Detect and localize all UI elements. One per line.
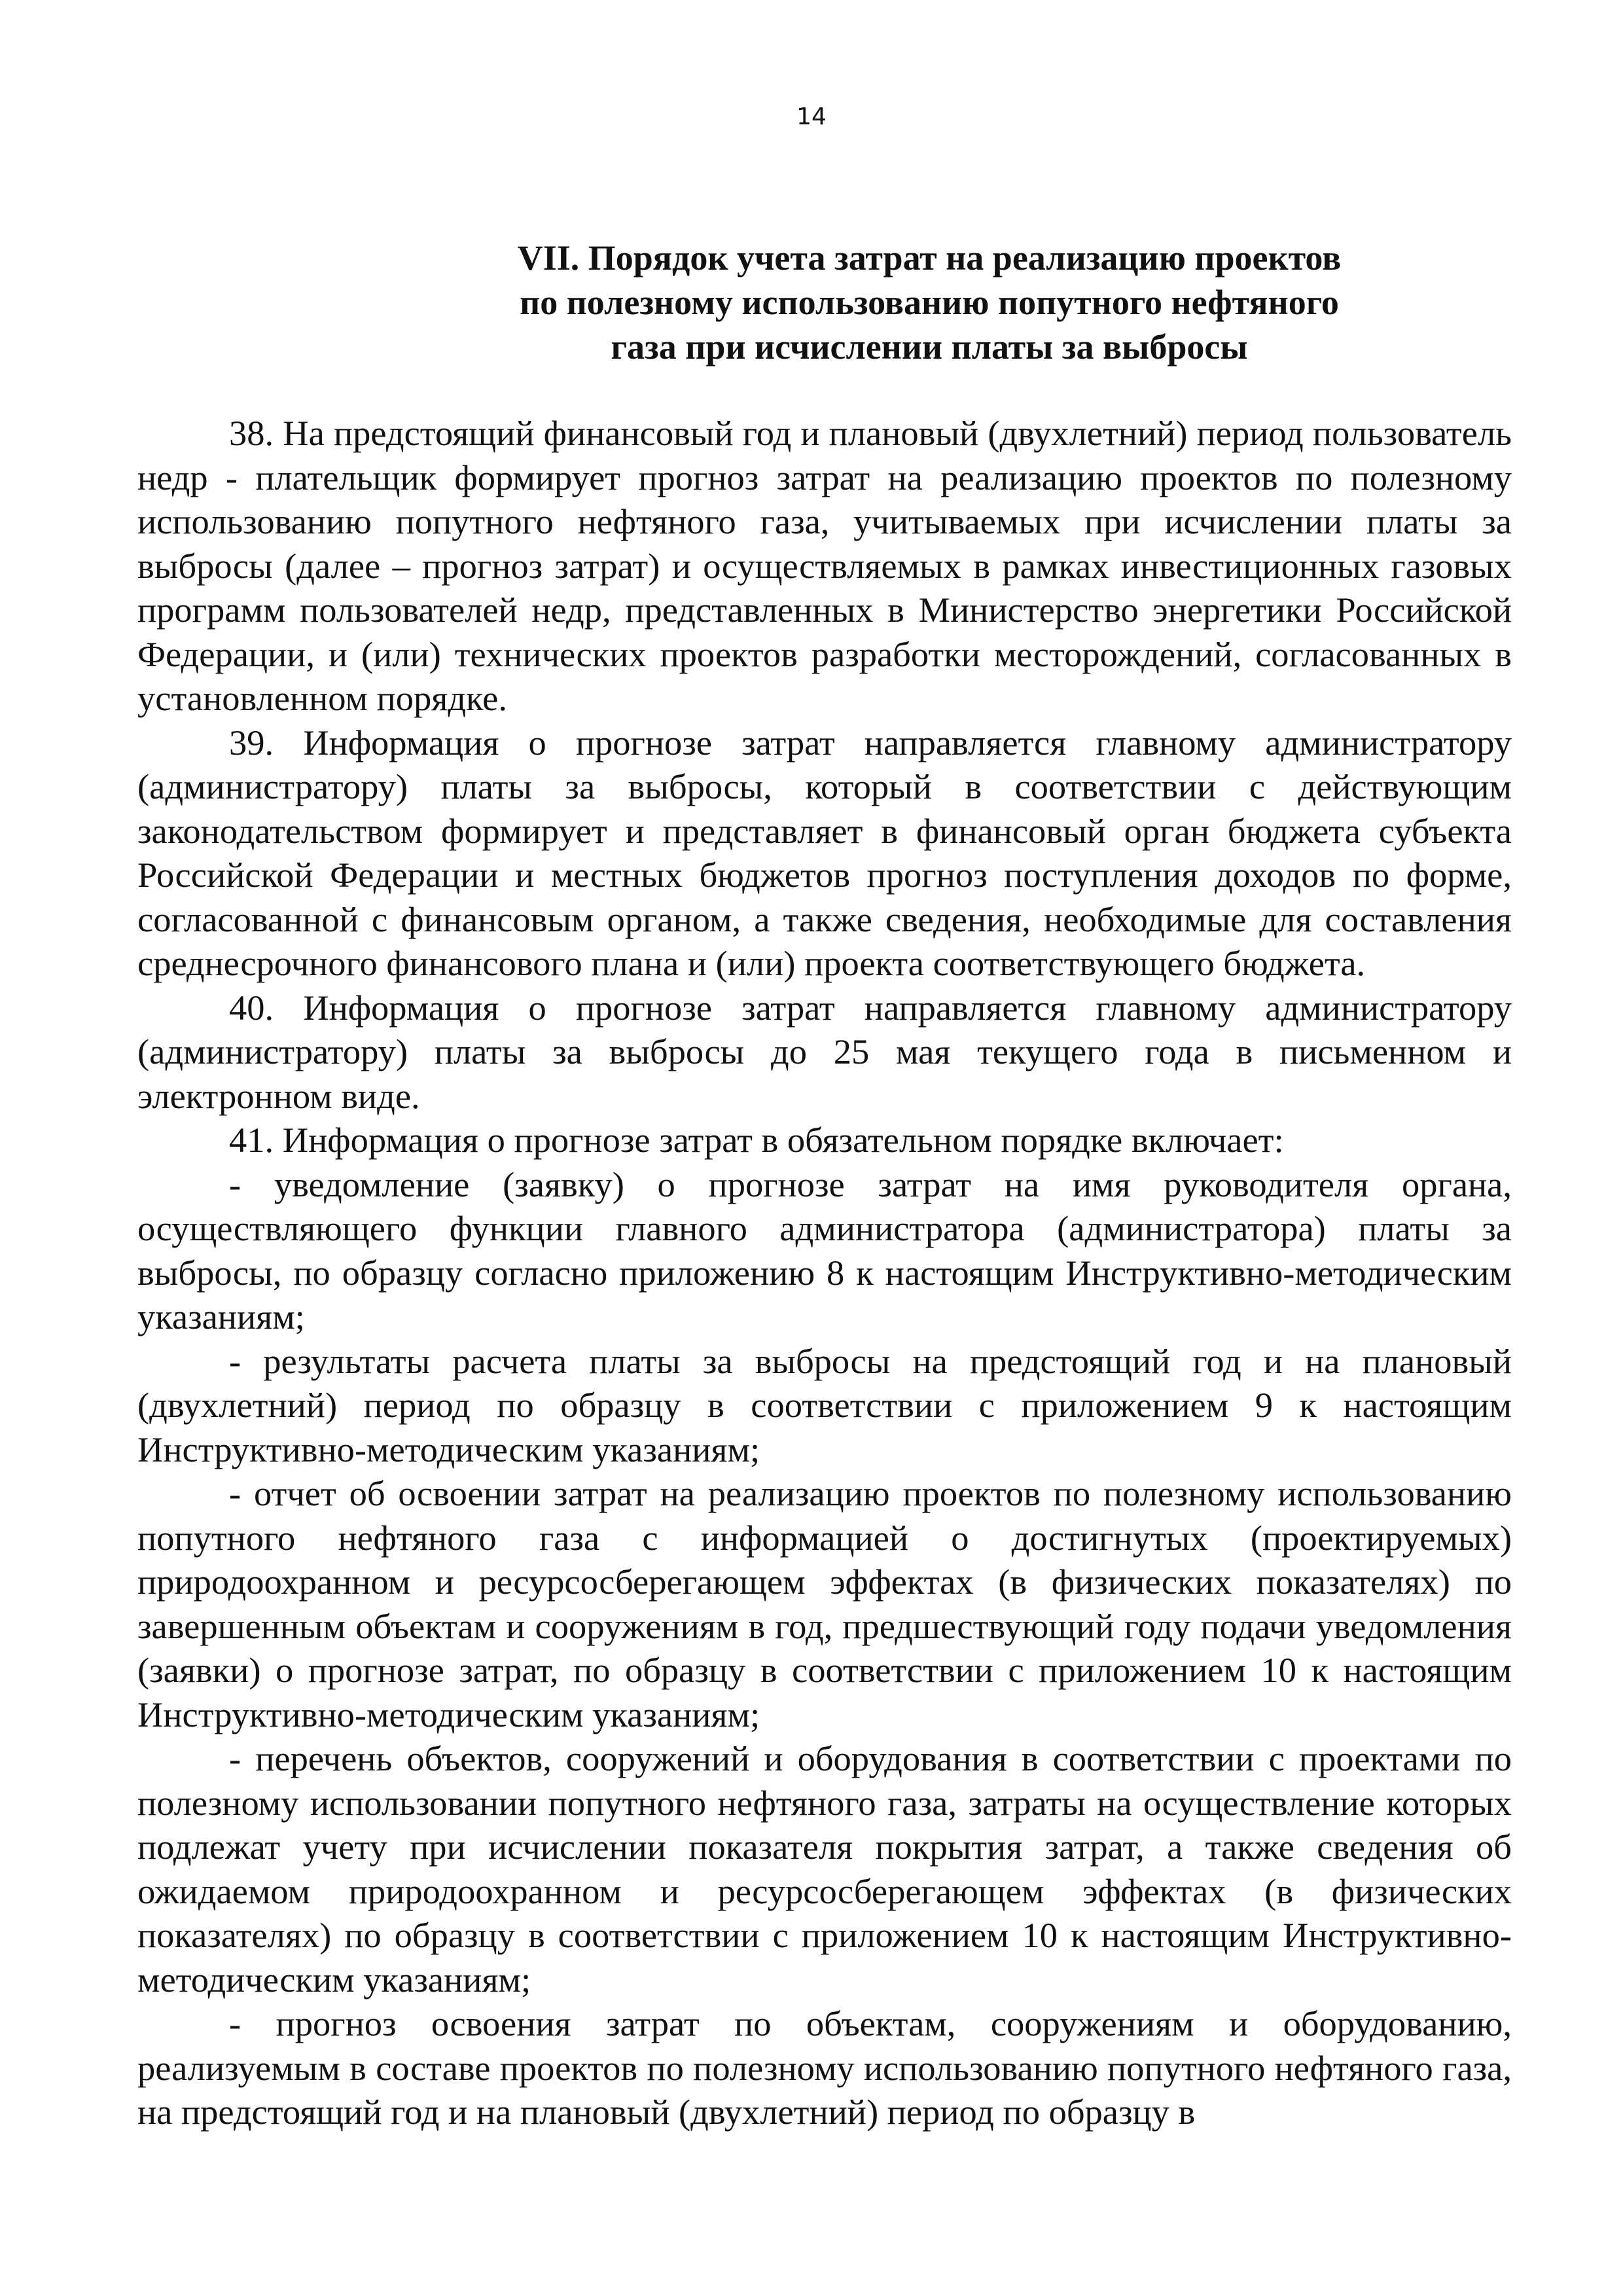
- paragraph-41: 41. Информация о прогнозе затрат в обязательном порядке включает:: [229, 1120, 1284, 1160]
- list-item-notification: - уведомление (заявку) о прогнозе затрат на имя руководителя органа, осуществляющего функции главного администратора (администратора) платы за выбросы, по образцу согласно приложению 8 к настоящим Инструктивно-методическим указаниям;: [137, 1164, 1512, 1336]
- list-item-cost-report: - отчет об освоении затрат на реализацию проектов по полезному использованию попутного нефтяного газа с информацией о достигнутых (проектируемых) природоохранном и ресурсосберегающем эффектах (в физических показателях) по завершенным объектам и сооружениям в год, предшествующий году подачи уведомления (заявки) о прогнозе затрат, по образцу в соответствии с приложением 10 к настоящим Инструктивно-методическим указаниям;: [137, 1473, 1512, 1734]
- section-heading: [366, 236, 1492, 369]
- page-number: 14: [796, 103, 827, 130]
- heading-line-1: VII. Порядок учета затрат на реализацию проектов: [517, 238, 1342, 278]
- heading-line-2: по полезному использованию попутного нефтяного: [520, 283, 1339, 322]
- list-item-facilities-list: - перечень объектов, сооружений и оборудования в соответствии с проектами по полезному использовании попутного нефтяного газа, затраты на осуществление которых подлежат учету при исчислении показателя покрытия затрат, а также сведения об ожидаемом природоохранном и ресурсосберегающем эффектах (в физических показателях) по образцу в соответствии с приложением 10 к настоящим Инструктивно-методическим указаниям;: [137, 1738, 1512, 2000]
- document-body: [137, 411, 1512, 2134]
- paragraph-39: 39. Информация о прогнозе затрат направляется главному администратору (администратору) платы за выбросы, который в соответствии с действующим законодательством формирует и представляет в финансовый орган бюджета субъекта Российской Федерации и местных бюджетов прогноз поступления доходов по форме, согласованной с финансовым органом, а также сведения, необходимые для составления среднесрочного финансового плана и (или) проекта соответствующего бюджета.: [137, 722, 1512, 983]
- paragraph-40: 40. Информация о прогнозе затрат направляется главному администратору (администратору) платы за выбросы до 25 мая текущего года в письменном и электронном виде.: [137, 987, 1512, 1116]
- heading-line-3: газа при исчислении платы за выбросы: [611, 327, 1248, 367]
- list-item-calculation-results: - результаты расчета платы за выбросы на предстоящий год и на плановый (двухлетний) период по образцу в соответствии с приложением 9 к настоящим Инструктивно-методическим указаниям;: [137, 1340, 1512, 1469]
- list-item-cost-forecast: - прогноз освоения затрат по объектам, сооружениям и оборудованию, реализуемым в составе проектов по полезному использованию попутного нефтяного газа, на предстоящий год и на плановый (двухлетний) период по образцу в: [137, 2003, 1512, 2132]
- paragraph-38: 38. На предстоящий финансовый год и плановый (двухлетний) период пользователь недр - плательщик формирует прогноз затрат на реализацию проектов по полезному использованию попутного нефтяного газа, учитываемых при исчислении платы за выбросы (далее – прогноз затрат) и осуществляемых в рамках инвестиционных газовых программ пользователей недр, представленных в Министерство энергетики Российской Федерации, и (или) технических проектов разработки месторождений, согласованных в установленном порядке.: [137, 413, 1512, 718]
